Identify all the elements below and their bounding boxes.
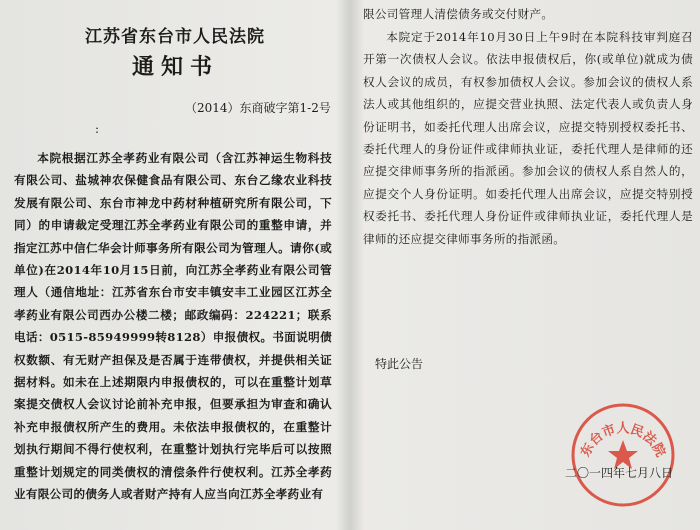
- court-name: 江苏省东台市人民法院: [85, 27, 265, 47]
- seal-text: 东台市人民法院: [578, 421, 668, 460]
- court-seal-icon: [568, 400, 678, 510]
- notice-title: 通知书: [132, 54, 220, 80]
- left-column: [0, 0, 345, 530]
- case-number: （2014）东商破字第1-2号: [185, 101, 331, 115]
- notice-paragraph-claims: 本院根据江苏全孝药业有限公司（含江苏神运生物科技有限公司、盐城神农保健食品有限公司、东台乙缘农业科技发展有限公司、东台市神龙中药材种植研究所有限公司，下同）的申请裁定受理江苏全孝药业有限公司的重整申请，并指定江苏中信仁华会计师事务所有限公司为管理人。请你(或单位)在2014年10月15日前，向江苏全孝药业有限公司管理人（通信地址：江苏省东台市安丰镇安丰工业园区江苏全孝药业有限公司西办公楼二楼；邮政编码：224221；联系电话：0515-85949999转8128）申报债权。书面说明债权数额、有无财产担保及是否属于连带债权，并提供相关证据材料。如未在上述期限内申报债权的，可以在重整计划草案提交债权人会议讨论前补充申报，但要承担为审查和确认补充申报债权所产生的费用。未依法申报债权的，在重整计划执行期间不得行使权利，在重整计划执行完毕后可以按照重整计划规定的同类债权的清偿条件行使权利。江苏全孝药业有限公司的债务人或者财产持有人应当向江苏全孝药业有: [14, 151, 332, 502]
- addressee-line: :: [95, 122, 100, 136]
- issue-date: 二〇一四年七月八日: [565, 466, 674, 480]
- notice-paragraph-continuation: 限公司管理人清偿债务或交付财产。: [363, 7, 554, 21]
- notice-paragraph-meeting: 本院定于2014年10月30日上午9时在本院科技审判庭召开第一次债权人会议。依法申报债权后，你(或单位)就成为债权人会议的成员，有权参加债权人会议。参加会议的债权人系法人或其他组织的，应提交营业执照、法定代表人或负责人身份证明书，如委托代理人出席会议，应提交特别授权委托书、委托代理人的身份证件或律师执业证，委托代理人是律师的还应提交律师事务所的指派函。参加会议的债权人系自然人的，应提交个人身份证明。如委托代理人出席会议，应提交特别授权委托书、委托代理人身份证件或律师执业证，委托代理人是律师的还应提交律师事务所的指派函。: [363, 30, 693, 246]
- right-column: [355, 0, 700, 530]
- closing-phrase: 特此公告: [375, 357, 424, 371]
